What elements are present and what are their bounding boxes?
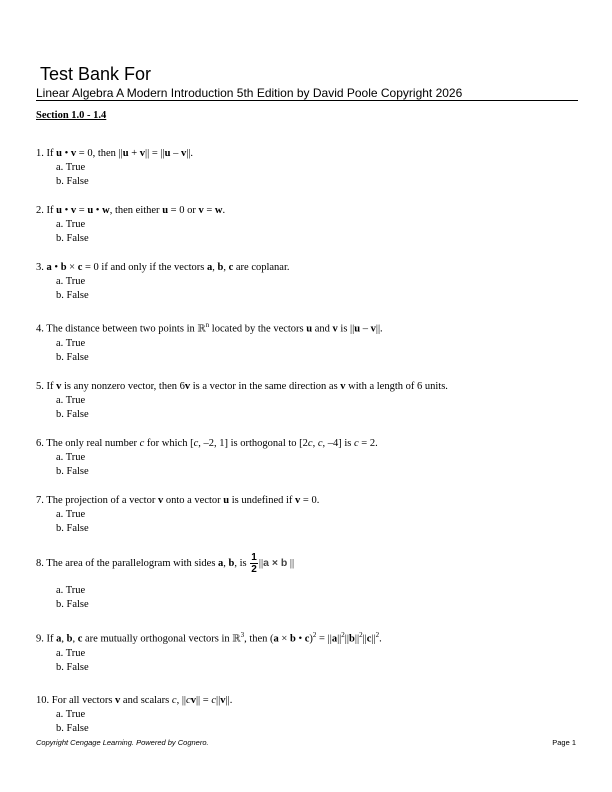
option-false: b. False: [56, 409, 89, 420]
option-true: a. True: [56, 509, 86, 520]
question-stem: 8. The area of the parallelogram with sides a, b, is $\frac{1}{2}$ ||a × b ||: [36, 552, 295, 576]
option-true: a. True: [56, 162, 86, 173]
header-rule: [36, 100, 578, 101]
question-8: [36, 549, 576, 612]
question-stem: 7. The projection of a vector v onto a vector u is undefined if v = 0.: [36, 495, 320, 506]
option-true: a. True: [56, 276, 86, 287]
question-stem: 5. If v is any nonzero vector, then 6v is a vector in the same direction as v with a length of 6 units.: [36, 381, 448, 392]
page-number: Page 1: [552, 738, 576, 747]
option-true: a. True: [56, 647, 86, 659]
option-true: a. True: [56, 585, 86, 596]
option-true: a. True: [56, 219, 86, 230]
real-numbers-symbol: ℝ: [197, 323, 206, 335]
option-false: b. False: [56, 599, 89, 610]
question-6: [36, 437, 576, 479]
question-stem: 1. If u • v = 0, then ||u + v|| = ||u – v||.: [36, 148, 194, 159]
question-7: [36, 494, 576, 536]
question-stem: 3. a • b × c = 0 if and only if the vectors a, b, c are coplanar.: [36, 262, 290, 273]
option-false: b. False: [56, 176, 89, 187]
option-true: a. True: [56, 337, 86, 349]
option-false: b. False: [56, 523, 89, 534]
page-title: Test Bank For: [40, 64, 152, 84]
option-true: a. True: [56, 709, 86, 720]
question-3: [36, 261, 576, 303]
question-stem: 10. For all vectors v and scalars c, ||cv|| = c||v||.: [36, 695, 233, 706]
option-false: b. False: [56, 351, 89, 363]
question-stem: 9. If a, b, c are mutually orthogonal vectors in ℝ$^3$, then (a × b • $c)^2 = ||a||^2||b||^2||c||^2$.: [36, 631, 382, 645]
page-subtitle: Linear Algebra A Modern Introduction 5th Edition by David Poole Copyright 2026: [36, 86, 463, 100]
question-1: [36, 147, 576, 189]
real-numbers-symbol: ℝ: [232, 633, 241, 645]
option-false: b. False: [56, 233, 89, 244]
option-true: a. True: [56, 395, 86, 406]
question-10: [36, 694, 576, 736]
question-stem: 6. The only real number c for which [c, –2, 1] is orthogonal to [2c, c, –4] is c = 2.: [36, 438, 378, 449]
footer-copyright: Copyright Cengage Learning. Powered by Cognero.: [36, 738, 209, 747]
section-heading: Section 1.0 - 1.4: [36, 110, 107, 121]
one-half-fraction: $\frac{1}{2}$: [251, 552, 257, 576]
option-false: b. False: [56, 723, 89, 734]
option-false: b. False: [56, 290, 89, 301]
question-9: [36, 628, 576, 675]
question-stem: 2. If u • v = u • w, then either u = 0 or v = w.: [36, 205, 226, 216]
option-false: b. False: [56, 661, 89, 673]
option-false: b. False: [56, 466, 89, 477]
question-stem: 4. The distance between two points in ℝ$^n$ located by the vectors u and v is ||u – v||.: [36, 321, 383, 335]
question-2: [36, 204, 576, 246]
question-5: [36, 380, 576, 422]
question-4: [36, 318, 576, 365]
option-true: a. True: [56, 452, 86, 463]
